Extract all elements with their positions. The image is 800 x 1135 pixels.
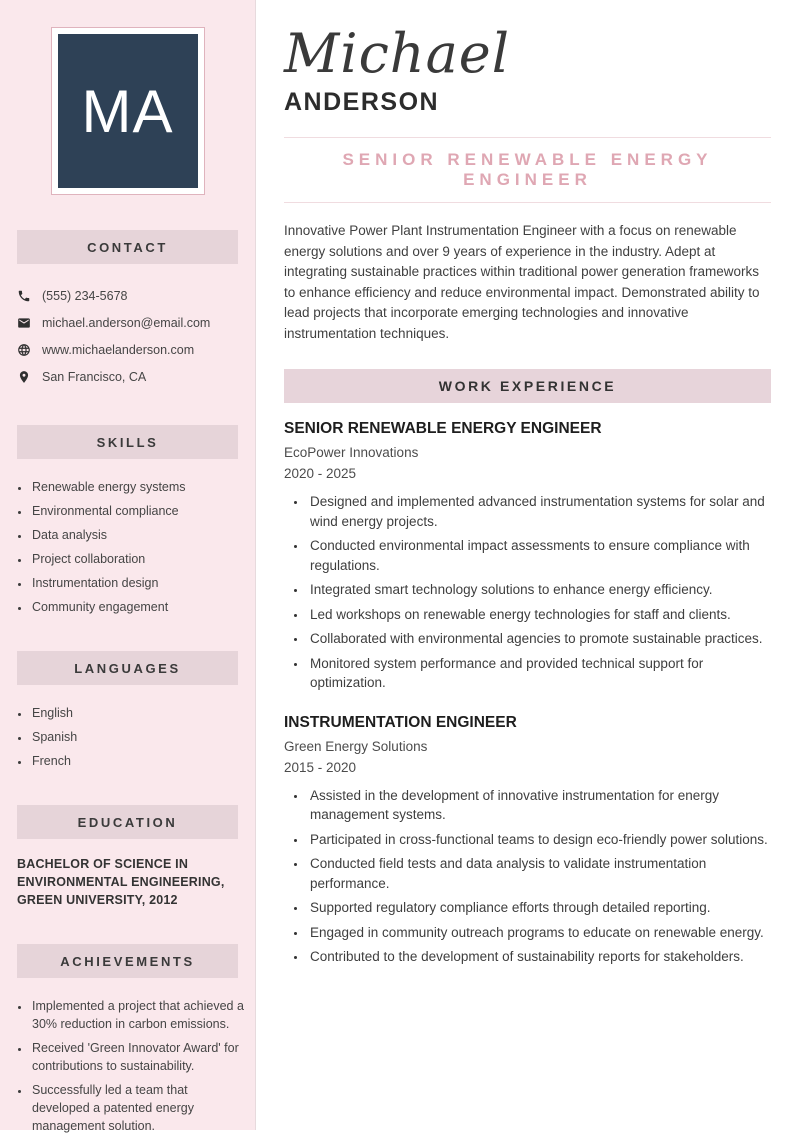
contact-list <box>17 282 245 390</box>
job-title: SENIOR RENEWABLE ENERGY ENGINEER <box>284 420 602 437</box>
location-text: San Francisco, CA <box>42 369 147 384</box>
language-item: • French <box>30 752 245 770</box>
phone-icon <box>17 289 31 303</box>
skill-item: • Environmental compliance <box>30 502 245 520</box>
job-dates: 2015 - 2020 <box>284 759 357 775</box>
role-title: SENIOR RENEWABLE ENERGY ENGINEER <box>342 150 713 189</box>
skill-item: • Project collaboration <box>30 550 245 568</box>
achievements-section-header: ACHIEVEMENTS <box>17 944 238 978</box>
monogram: MA <box>58 34 198 188</box>
job-bullet-list <box>284 492 771 693</box>
job-bullet: • Designed and implemented advanced instrumentation systems for solar and wind energy projects. <box>307 492 771 531</box>
contact-row-email[interactable] <box>17 309 245 336</box>
main-content <box>256 0 800 1130</box>
skills-list <box>17 478 245 616</box>
skill-item: • Data analysis <box>30 526 245 544</box>
email-icon <box>17 316 31 330</box>
last-name: ANDERSON <box>284 88 440 116</box>
job-entry-senior-engineer <box>284 420 771 693</box>
website-url: www.michaelanderson.com <box>42 342 195 357</box>
job-company: Green Energy Solutions <box>284 738 428 754</box>
job-dates: 2020 - 2025 <box>284 466 357 481</box>
job-entry-instrumentation-engineer <box>284 714 771 967</box>
job-bullet: • Supported regulatory compliance efforts through detailed reporting. <box>307 898 771 918</box>
achievement-item: • Received 'Green Innovator Award' for contributions to sustainability. <box>30 1039 245 1075</box>
job-bullet: • Conducted field tests and data analysis to validate instrumentation performance. <box>307 854 771 893</box>
achievements-list <box>17 997 245 1135</box>
job-bullet: • Engaged in community outreach programs to educate on renewable energy. <box>307 923 771 943</box>
job-title: INSTRUMENTATION ENGINEER <box>284 713 517 731</box>
phone-number: (555) 234-5678 <box>42 288 128 303</box>
divider-top <box>284 137 771 138</box>
achievement-item: • Successfully led a team that developed a patented energy management solution. <box>30 1081 245 1135</box>
first-name: Michael <box>284 22 511 85</box>
education-section-header: EDUCATION <box>17 805 238 839</box>
education-text: BACHELOR OF SCIENCE IN ENVIRONMENTAL ENGINEERING, GREEN UNIVERSITY, 2012 <box>17 857 225 907</box>
skills-section-header: SKILLS <box>17 425 238 459</box>
job-bullet: • Participated in cross-functional teams to design eco-friendly power solutions. <box>307 830 771 850</box>
achievement-item: • Implemented a project that achieved a 30% reduction in carbon emissions. <box>30 997 245 1033</box>
contact-section-header: CONTACT <box>17 230 238 264</box>
sidebar <box>0 0 256 1133</box>
job-bullet: • Conducted environmental impact assessments to ensure compliance with regulations. <box>307 536 771 575</box>
job-bullet: • Collaborated with environmental agencies to promote sustainable practices. <box>307 629 771 649</box>
languages-section-header: LANGUAGES <box>17 651 238 685</box>
job-bullet-list <box>284 786 771 967</box>
divider-bottom <box>284 202 771 203</box>
job-bullet: • Contributed to the development of sustainability reports for stakeholders. <box>307 947 771 967</box>
job-company: EcoPower Innovations <box>284 445 419 460</box>
job-bullet: • Monitored system performance and provided technical support for optimization. <box>307 654 771 693</box>
skill-item: • Renewable energy systems <box>30 478 245 496</box>
job-bullet: • Led workshops on renewable energy technologies for staff and clients. <box>307 605 771 625</box>
location-icon <box>17 370 31 384</box>
job-bullet: • Assisted in the development of innovative instrumentation for energy management systems. <box>307 786 771 825</box>
globe-icon <box>17 343 31 357</box>
skill-item: • Community engagement <box>30 598 245 616</box>
work-experience-header: WORK EXPERIENCE <box>284 369 771 403</box>
contact-row-website[interactable] <box>17 336 245 363</box>
profile-summary: Innovative Power Plant Instrumentation Engineer with a focus on renewable energy solutions and over 9 years of experience in the industry. Adept at integrating sustainable practices within traditional power generation frameworks to enhance efficiency and reduce environmental impact. Demonstrated ability to lead projects that incorporate emerging technologies and innovative instrumentation techniques. <box>284 223 760 341</box>
job-bullet: • Integrated smart technology solutions to enhance energy efficiency. <box>307 580 771 600</box>
email-address: michael.anderson@email.com <box>42 315 211 330</box>
contact-row-phone <box>17 282 245 309</box>
languages-list <box>17 704 245 770</box>
monogram-frame <box>51 27 205 195</box>
skill-item: • Instrumentation design <box>30 574 245 592</box>
contact-row-location <box>17 363 245 390</box>
language-item: • English <box>30 704 245 722</box>
language-item: • Spanish <box>30 728 245 746</box>
